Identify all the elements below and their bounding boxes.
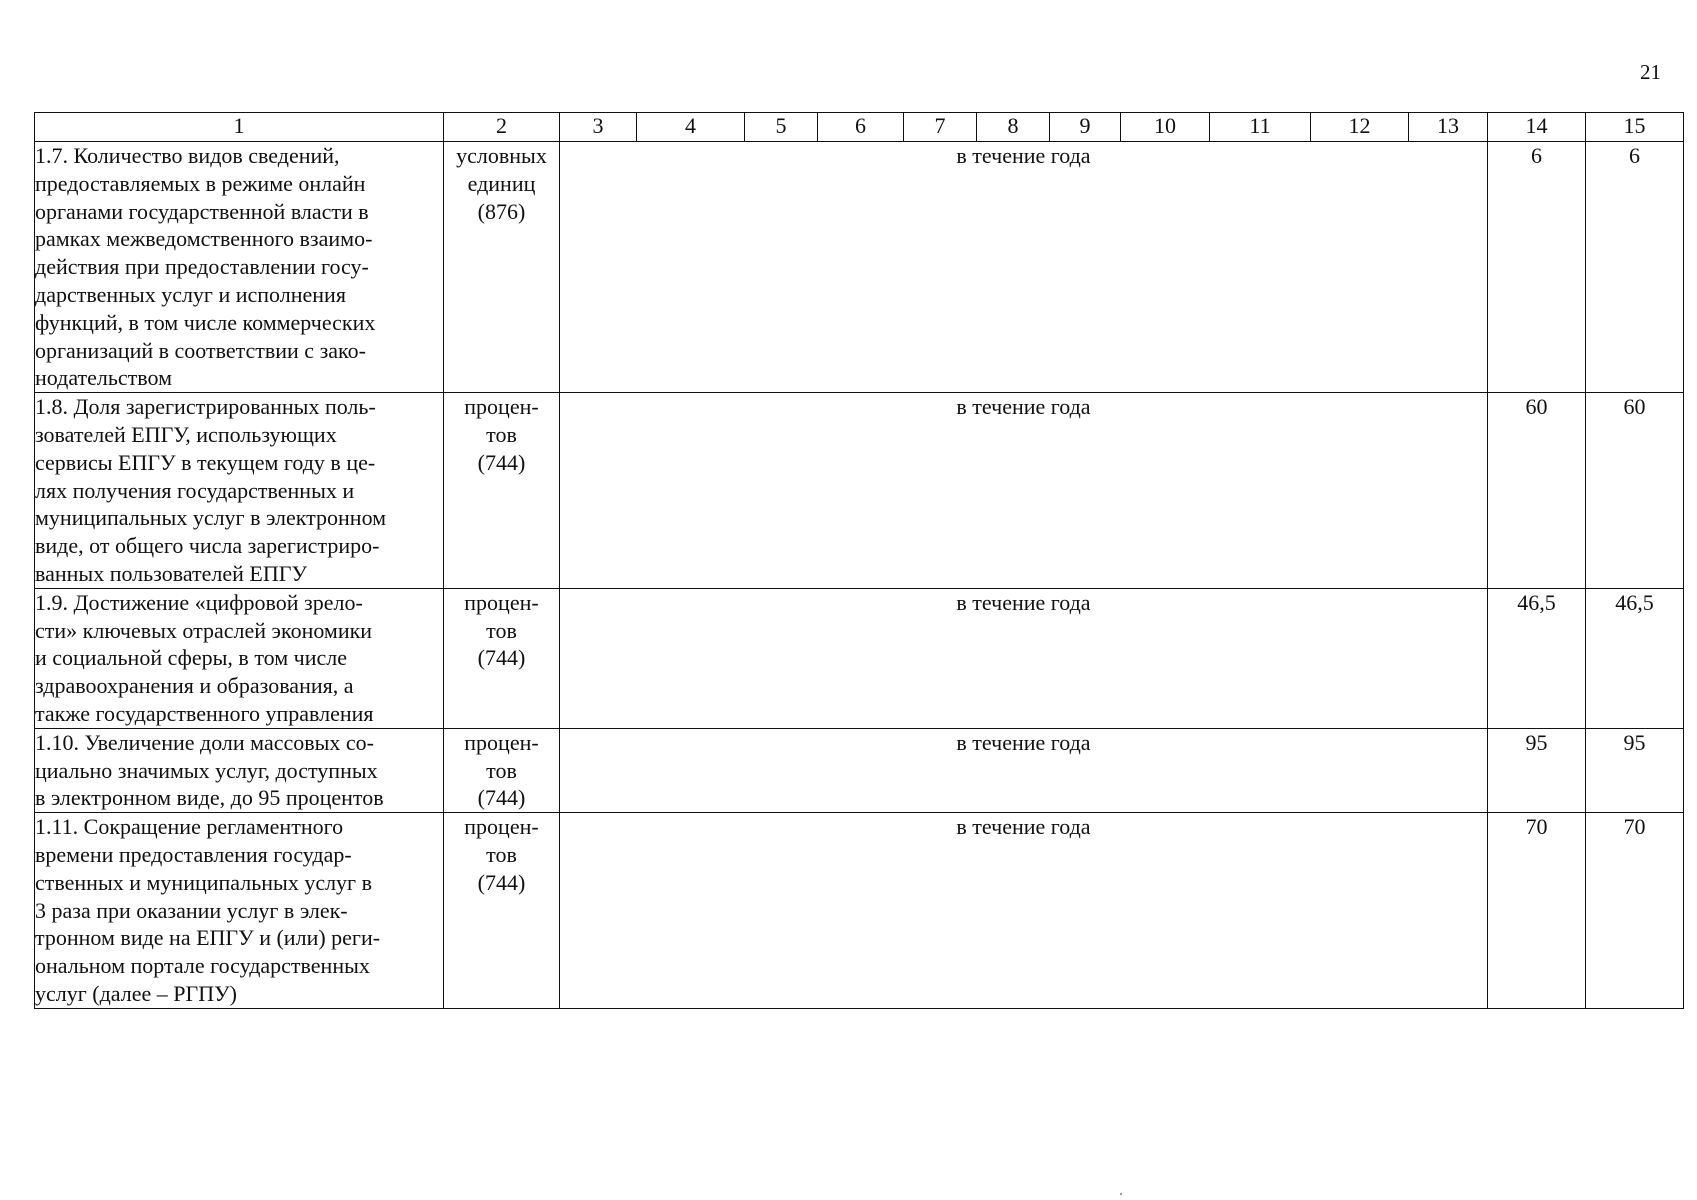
indicator-name (35, 813, 444, 1009)
table-row (35, 142, 1684, 393)
column-header: 1 (35, 113, 444, 142)
indicator-name-line: циально значимых услуг, доступных (35, 757, 378, 783)
indicator-name-line: времени предоставления государ- (35, 841, 352, 867)
table-body (35, 142, 1684, 1009)
indicator-name-line: ственных и муниципальных услуг в (35, 869, 372, 895)
indicator-name-line: 1.11. Сокращение регламентного (35, 814, 344, 840)
indicator-name-line: тронном виде на ЕПГУ и (или) реги- (35, 925, 381, 951)
column-header: 11 (1210, 113, 1311, 142)
column-header: 7 (904, 113, 977, 142)
indicators-table (34, 112, 1684, 1009)
indicator-name-line: ванных пользователей ЕПГУ (35, 560, 308, 586)
unit-line: тов (486, 757, 517, 783)
indicator-name-line: 1.9. Достижение «цифровой зрело- (35, 589, 363, 615)
table-row (35, 728, 1684, 812)
indicator-name-line: сти» ключевых отраслей экономики (35, 617, 373, 643)
unit-of-measure (444, 813, 560, 1009)
unit-line: (744) (477, 645, 526, 671)
column-header: 8 (977, 113, 1050, 142)
period-cell: в течение года (560, 813, 1488, 1009)
indicator-name-line: виде, от общего числа зарегистриро- (35, 533, 380, 559)
value-col-14: 70 (1488, 813, 1586, 1009)
period-cell: в течение года (560, 142, 1488, 393)
indicator-name (35, 728, 444, 812)
unit-line: тов (486, 617, 517, 643)
column-header: 4 (637, 113, 745, 142)
column-header: 12 (1311, 113, 1409, 142)
column-header: 10 (1121, 113, 1210, 142)
indicator-name-line: 1.8. Доля зарегистрированных поль- (35, 394, 376, 420)
indicator-name-line: рамках межведомственного взаимо- (35, 226, 373, 252)
indicator-name-line: предоставляемых в режиме онлайн (35, 170, 366, 196)
unit-of-measure (444, 142, 560, 393)
indicator-name (35, 393, 444, 589)
value-col-15: 70 (1586, 813, 1684, 1009)
scan-speck (1120, 1193, 1122, 1195)
indicator-name-line: организаций в соответствии с зако- (35, 337, 366, 363)
column-header: 13 (1409, 113, 1488, 142)
unit-line: процен- (464, 814, 539, 840)
indicator-name-line: 3 раза при оказании услуг в элек- (35, 897, 348, 923)
indicator-name-line: муниципальных услуг в электронном (35, 505, 387, 531)
unit-line: (876) (477, 198, 526, 224)
table-row (35, 588, 1684, 728)
unit-line: тов (486, 841, 517, 867)
unit-line: условных (456, 143, 547, 168)
unit-line: процен- (464, 589, 539, 615)
indicator-name-line: дарственных услуг и исполнения (35, 281, 346, 307)
value-col-15: 60 (1586, 393, 1684, 589)
indicator-name-line: зователей ЕПГУ, использующих (35, 421, 337, 447)
value-col-14: 95 (1488, 728, 1586, 812)
indicator-name-line: органами государственной власти в (35, 198, 369, 224)
table-row (35, 813, 1684, 1009)
value-col-15: 46,5 (1586, 588, 1684, 728)
unit-line: процен- (464, 729, 539, 755)
value-col-14: 60 (1488, 393, 1586, 589)
unit-line: (744) (477, 785, 526, 811)
unit-line: единиц (467, 170, 536, 196)
unit-line: процен- (464, 394, 539, 420)
unit-of-measure (444, 393, 560, 589)
indicator-name-line: сервисы ЕПГУ в текущем году в це- (35, 449, 376, 475)
column-header: 14 (1488, 113, 1586, 142)
indicator-name-line: лях получения государственных и (35, 477, 355, 503)
indicator-name-line: 1.7. Количество видов сведений, (35, 143, 340, 168)
indicator-name-line: здравоохранения и образования, а (35, 673, 354, 699)
value-col-14: 46,5 (1488, 588, 1586, 728)
indicator-name-line: 1.10. Увеличение доли массовых со- (35, 729, 374, 755)
indicator-name (35, 588, 444, 728)
indicator-name-line: ональном портале государственных (35, 953, 370, 979)
column-header: 5 (745, 113, 818, 142)
unit-line: тов (486, 421, 517, 447)
period-cell: в течение года (560, 393, 1488, 589)
header-row (35, 113, 1684, 142)
column-header: 3 (560, 113, 637, 142)
indicator-name-line: услуг (далее – РГПУ) (35, 980, 237, 1006)
period-cell: в течение года (560, 588, 1488, 728)
period-cell: в течение года (560, 728, 1488, 812)
unit-of-measure (444, 728, 560, 812)
indicator-name-line: также государственного управления (35, 700, 374, 726)
column-header: 9 (1050, 113, 1121, 142)
indicator-name-line: нодательством (35, 365, 173, 391)
page-number: 21 (1640, 60, 1661, 84)
indicator-name-line: функций, в том числе коммерческих (35, 309, 376, 335)
value-col-14: 6 (1488, 142, 1586, 393)
unit-line: (744) (477, 449, 526, 475)
value-col-15: 95 (1586, 728, 1684, 812)
indicator-name-line: и социальной сферы, в том числе (35, 645, 347, 671)
column-header: 2 (444, 113, 560, 142)
value-col-15: 6 (1586, 142, 1684, 393)
unit-line: (744) (477, 869, 526, 895)
column-header: 6 (818, 113, 904, 142)
column-header: 15 (1586, 113, 1684, 142)
unit-of-measure (444, 588, 560, 728)
indicator-name-line: в электронном виде, до 95 процентов (35, 785, 384, 811)
table-row (35, 393, 1684, 589)
indicator-name (35, 142, 444, 393)
indicator-name-line: действия при предоставлении госу- (35, 254, 369, 280)
